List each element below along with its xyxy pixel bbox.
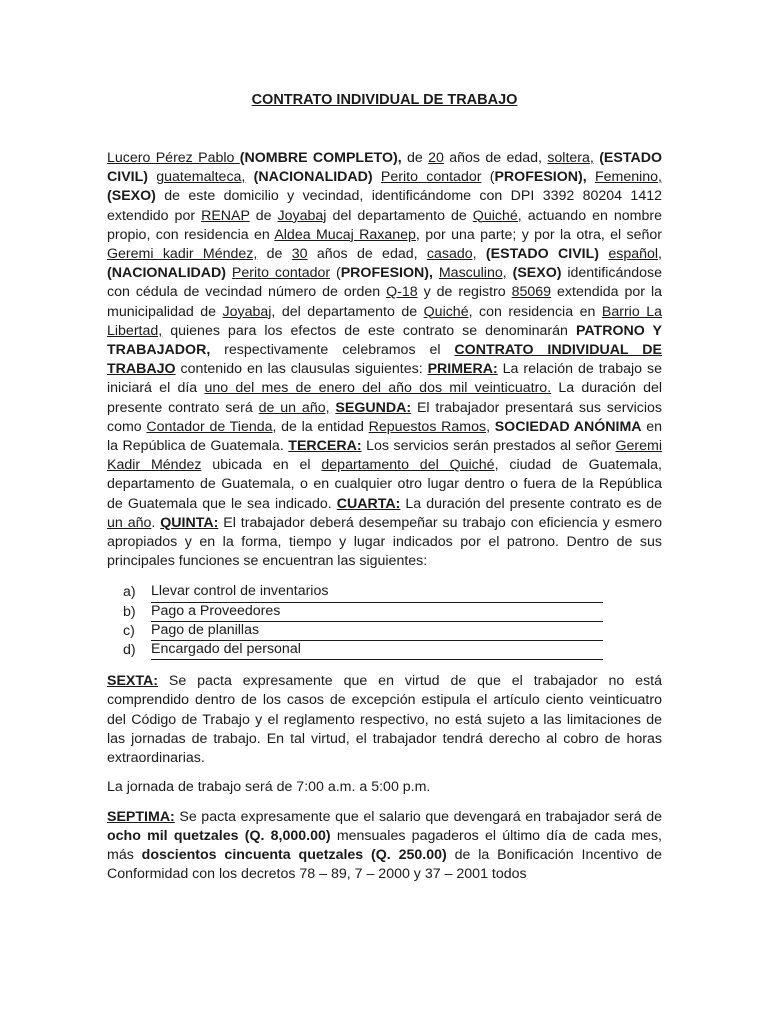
text-segment: El trabajador presentará sus servicios como: [107, 399, 662, 435]
text-segment: del departamento de: [326, 207, 473, 224]
list-item-text: Pago de planillas: [151, 622, 603, 641]
text-segment: [245, 169, 253, 185]
list-item-text: Pago a Proveedores: [151, 603, 603, 622]
list-item-letter: d): [123, 642, 136, 659]
text-segment: Lucero Pérez Pablo: [107, 150, 240, 166]
text-segment: quienes para los efectos de este contrato se denominarán: [162, 322, 576, 339]
text-segment: Contador de Tienda: [146, 418, 273, 435]
text-segment: , de la entidad: [272, 418, 369, 435]
text-segment: Q-18: [386, 284, 418, 301]
text-segment: CUARTA:: [336, 495, 401, 512]
paragraph-jornada: La jornada de trabajo será de 7:00 a.m. a 5:00 p.m.: [107, 779, 431, 796]
text-segment: (ESTADO CIVIL): [107, 150, 662, 186]
text-segment: de este domicilio y vecindad, identificándome con DPI 3392 80204 1412 extendido por: [107, 188, 662, 224]
text-segment: extendida por la municipalidad de: [107, 284, 662, 320]
text-segment: SEGUNDA:: [335, 399, 412, 416]
text-segment: (SEXO): [107, 188, 156, 205]
text-segment: PRIMERA:: [427, 361, 498, 378]
functions-list: [123, 583, 662, 660]
paragraph-septima: [107, 808, 662, 885]
list-item: [123, 603, 662, 622]
text-segment: años de edad,: [443, 150, 548, 166]
text-segment: guatemalteca,: [156, 169, 246, 186]
text-segment: de un año,: [258, 399, 330, 416]
text-segment: Repuestos Ramos: [368, 418, 487, 435]
text-segment: PROFESION),: [340, 265, 433, 282]
text-segment: Geremi kadir Méndez,: [107, 246, 258, 263]
text-segment: de la Bonificación Incentivo de Conformidad con los decretos 78 – 89, 7 – 2000 y 37 – 2001 todos: [107, 846, 662, 883]
text-segment: de: [257, 246, 292, 263]
text-segment: [373, 169, 381, 185]
text-segment: Perito contador: [231, 265, 331, 282]
text-segment: Se pacta expresamente que en virtud de que el trabajador no está comprendido dentro de los casos de excepción estipula el artículo ciento veinticuatro del Código de Trabajo y el reglamento respectivo, no está sujeto a las limitaciones de las jornadas de trabajo. En tal virtud, el trabajador tendrá derecho al cobro de horas extraordinarias.: [107, 673, 662, 767]
text-segment: departamento del Quiché: [321, 457, 495, 474]
text-segment: identificándose con cédula de vecindad número de orden: [107, 265, 663, 301]
list-item-letter: b): [123, 603, 136, 620]
text-segment: 85069: [511, 284, 552, 301]
text-segment: (SEXO): [512, 265, 562, 282]
text-segment: La duración del presente contrato es de: [400, 495, 662, 512]
text-segment: 30: [291, 246, 308, 263]
text-segment: con residencia en: [472, 303, 602, 320]
text-segment: (: [330, 265, 341, 282]
text-segment: de: [249, 207, 278, 224]
text-segment: El trabajador deberá desempeñar su trabajo con eficiencia y esmero apropiados y en la forma, tiempo y lugar indicados por el patrono. Dentro de sus principales funciones se encuentran las siguientes:: [107, 514, 662, 570]
text-segment: [148, 169, 156, 185]
text-segment: ,: [486, 418, 495, 435]
text-segment: doscientos cincuenta quetzales (Q. 250.00): [141, 846, 447, 863]
text-segment: por una parte; y por la otra, el señor: [419, 226, 663, 243]
list-item-letter: a): [123, 584, 136, 601]
text-segment: SOCIEDAD ANÓNIMA: [494, 418, 642, 435]
text-segment: (NOMBRE COMPLETO),: [239, 150, 402, 166]
text-segment: ocho mil quetzales (Q. 8,000.00): [107, 827, 331, 844]
text-segment: de: [401, 150, 429, 166]
text-segment: ubicada en el: [201, 457, 322, 474]
text-segment: La duración del presente contrato será: [107, 380, 663, 416]
text-segment: Los servicios serán prestados al señor: [361, 438, 616, 455]
text-segment: , ciudad de Guatemala, departamento de Guatemala, o en cualquier otro lugar dentro o fuera de la República de Guatemala que le sea indicado.: [107, 457, 662, 512]
text-segment: un año: [107, 514, 152, 531]
text-segment: QUINTA:: [160, 514, 219, 531]
list-item: [123, 583, 662, 602]
text-segment: [587, 169, 595, 185]
text-segment: RENAP: [201, 207, 250, 224]
text-segment: Se pacta expresamente que el salario que devengará en trabajador será de: [174, 808, 662, 825]
text-segment: Geremi Kadir Méndez: [107, 438, 663, 474]
paragraph-sexta: [107, 672, 662, 768]
text-segment: en la República de Guatemala.: [107, 418, 663, 455]
text-segment: .: [151, 514, 161, 531]
text-segment: La relación de trabajo se iniciará el día: [107, 361, 662, 397]
text-segment: casado,: [426, 246, 477, 263]
text-segment: Quiché,: [423, 303, 473, 320]
text-segment: TERCERA:: [288, 438, 362, 455]
text-segment: (ESTADO CIVIL): [485, 246, 600, 263]
text-segment: del departamento de: [275, 303, 424, 320]
text-segment: Aldea Mucaj Raxanep,: [274, 226, 420, 243]
text-segment: PATRONO Y TRABAJADOR,: [107, 322, 662, 359]
text-segment: [477, 246, 486, 262]
text-segment: Barrio La Libertad,: [107, 303, 662, 339]
text-segment: actuando en nombre propio, con residencia en: [107, 207, 663, 243]
text-segment: SEPTIMA:: [107, 808, 175, 825]
text-segment: 20: [428, 150, 444, 166]
text-segment: uno del mes de enero del año dos mil veinticuatro.: [204, 380, 552, 397]
text-segment: CONTRATO INDIVIDUAL DE TRABAJO: [107, 342, 662, 378]
list-item-letter: c): [123, 622, 135, 639]
text-segment: soltera,: [547, 150, 594, 166]
text-segment: SEXTA:: [107, 673, 158, 690]
list-item-text: Encargado del personal: [151, 641, 603, 660]
text-segment: (NACIONALIDAD): [107, 265, 227, 282]
text-segment: [599, 246, 608, 262]
text-segment: Quiché,: [472, 207, 522, 224]
text-segment: español,: [608, 246, 662, 263]
list-item-text: Llevar control de inventarios: [151, 583, 603, 602]
text-segment: (: [481, 169, 495, 186]
text-segment: (NACIONALIDAD): [253, 169, 373, 186]
paragraph-parties: [107, 149, 662, 571]
text-segment: Joyabaj: [277, 207, 327, 224]
text-segment: y de registro: [417, 284, 512, 301]
list-item: [123, 622, 662, 641]
text-segment: mensuales pagaderos el último día de cada mes, más: [107, 827, 662, 863]
text-segment: contenido en las clausulas siguientes:: [175, 361, 428, 378]
text-segment: Masculino,: [438, 265, 507, 282]
text-segment: años de edad,: [307, 246, 427, 263]
list-item: [123, 641, 662, 660]
text-segment: Femenino,: [594, 169, 662, 186]
document-title: CONTRATO INDIVIDUAL DE TRABAJO: [251, 92, 518, 108]
text-segment: Joyabaj,: [222, 303, 276, 320]
text-segment: PROFESION),: [494, 169, 587, 186]
text-segment: Perito contador: [380, 169, 482, 186]
text-segment: respectivamente celebramos el: [210, 342, 455, 359]
